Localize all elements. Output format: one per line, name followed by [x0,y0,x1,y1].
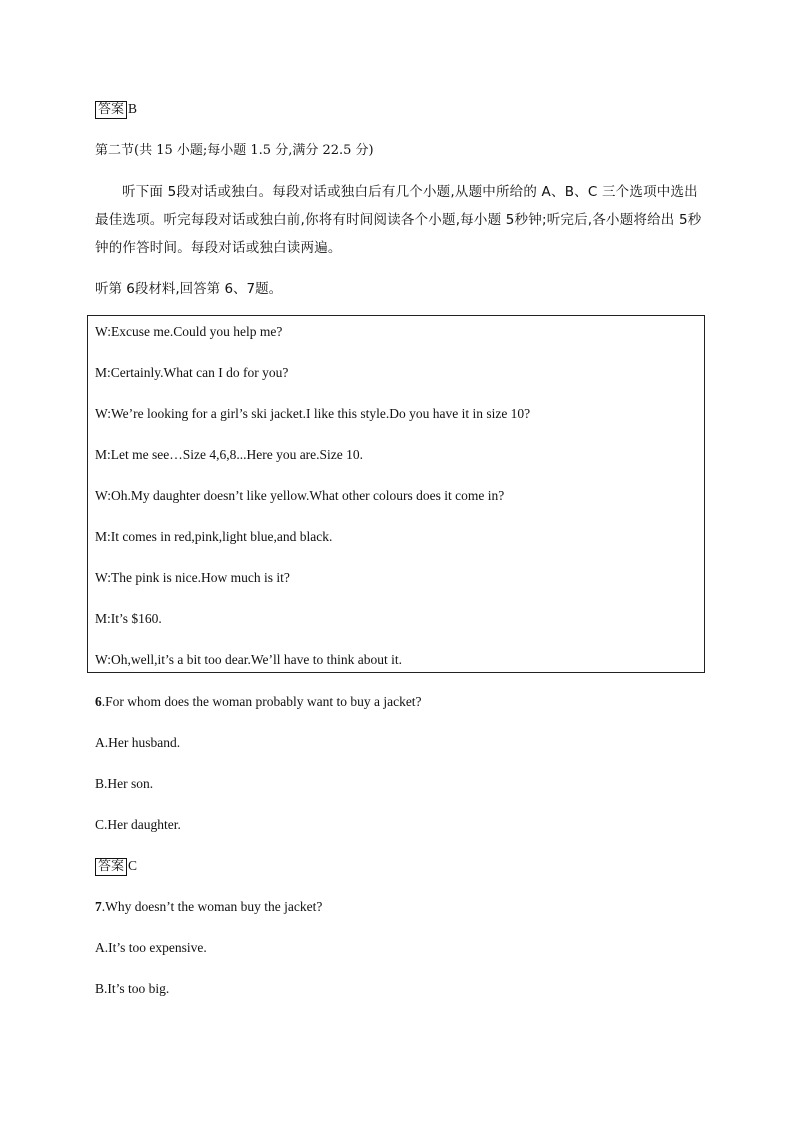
dialogue-line: W:The pink is nice.How much is it? [95,570,290,585]
option-a: A.Her husband. [95,735,181,750]
passage-intro: 听第 6段材料,回答第 6、7题。 [95,281,283,297]
dialogue-line: W:Oh,well,it’s a bit too dear.We’ll have to think about it. [95,652,402,667]
instructions-paragraph: 听下面 5段对话或独白。每段对话或独白后有几个小题,从题中所给的 A、B、C 三个选项中选出最佳选项。听完每段对话或独白前,你将有时间阅读各个小题,每小题 5秒钟;听完后,各小题将给出 5秒钟的作答时间。每段对话或独白读两遍。 [95,184,702,256]
answer-line-1 [95,100,137,119]
dialogue-line: M:Let me see…Size 4,6,8...Here you are.Size 10. [95,447,364,462]
option-c: C.Her daughter. [95,817,181,832]
option-b: B.It’s too big. [95,981,170,996]
answer-value: C [128,858,138,873]
dialogue-line: W:Oh.My daughter doesn’t like yellow.What other colours does it come in? [95,488,505,503]
dialogue-line: W:We’re looking for a girl’s ski jacket.I like this style.Do you have it in size 10? [95,406,531,421]
dialogue-line: M:It’s $160. [95,611,162,626]
dialogue-line: W:Excuse me.Could you help me? [95,324,283,339]
dialogue-line: M:Certainly.What can I do for you? [95,365,289,380]
question-6 [95,693,422,711]
question-text: .For whom does the woman probably want to buy a jacket? [101,694,422,709]
question-7 [95,898,322,916]
answer-line-2 [95,857,137,876]
option-b: B.Her son. [95,776,154,791]
answer-label-box: 答案 [95,101,127,119]
answer-value: B [128,101,138,116]
question-number: 7 [95,899,102,914]
question-text: .Why doesn’t the woman buy the jacket? [101,899,323,914]
answer-label-box: 答案 [95,858,127,876]
section-heading: 第二节(共 15 小题;每小题 1.5 分,满分 22.5 分) [95,143,374,158]
dialogue-line: M:It comes in red,pink,light blue,and black. [95,529,333,544]
option-a: A.It’s too expensive. [95,940,207,955]
question-number: 6 [95,694,102,709]
dialogue-box [87,315,705,673]
